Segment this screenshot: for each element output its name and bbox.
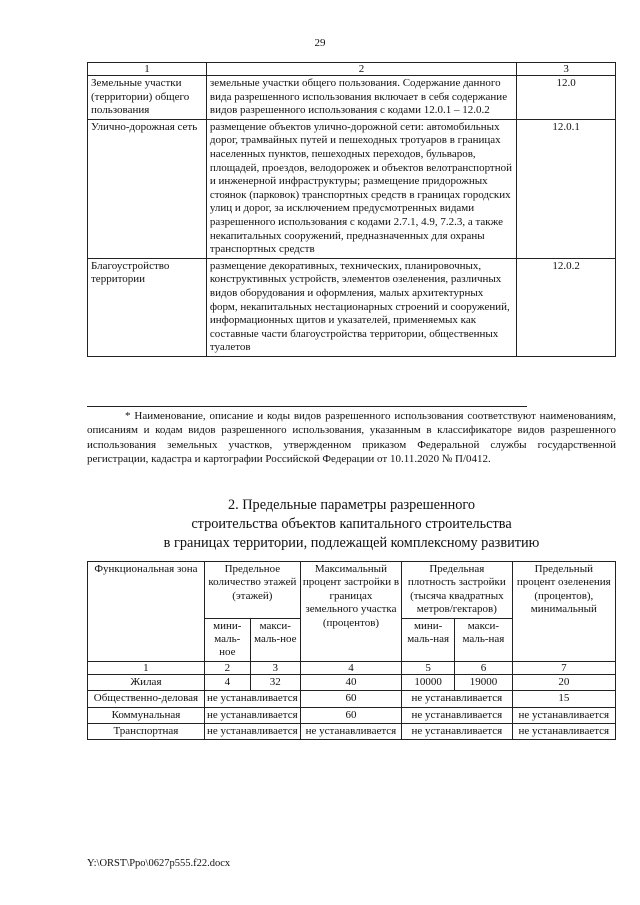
coverage: 60	[300, 707, 401, 723]
table-header-row	[88, 63, 616, 76]
zone-name: Транспортная	[88, 724, 205, 740]
header-coverage: Максимальный процент застройки в границах земельного участка (процентов)	[300, 562, 401, 662]
use-description: земельные участки общего пользования. Содержание данного вида разрешенного использования включает в себя содержание видов разрешенного использования с кодами 12.0.1 – 12.0.2	[206, 76, 516, 120]
greening: не устанавливается	[512, 724, 615, 740]
col-number: 1	[88, 63, 207, 76]
col-number: 3	[517, 63, 616, 76]
col-number: 3	[250, 661, 300, 674]
col-number: 4	[300, 661, 401, 674]
parameters-table	[87, 561, 616, 740]
col-number: 2	[204, 661, 250, 674]
section-title-line: строительства объектов капитального строительства	[191, 516, 512, 532]
density-min: 10000	[402, 674, 455, 690]
greening: не устанавливается	[512, 707, 615, 723]
use-name: Земельные участки (территории) общего пользования	[88, 76, 207, 120]
use-code: 12.0.2	[517, 258, 616, 356]
header-density-max: макси-маль-ная	[455, 618, 512, 661]
file-path: Y:\ORST\Ppo\0627p555.f22.docx	[87, 858, 231, 869]
greening: 20	[512, 674, 615, 690]
floors: не устанавливается	[204, 707, 300, 723]
zone-name: Общественно-деловая	[88, 691, 205, 707]
zone-name: Коммунальная	[88, 707, 205, 723]
footnote-separator	[87, 406, 527, 407]
use-name: Улично-дорожная сеть	[88, 119, 207, 258]
table-row	[88, 707, 616, 723]
use-code: 12.0	[517, 76, 616, 120]
land-use-table	[87, 62, 616, 357]
use-name: Благоустройство территории	[88, 258, 207, 356]
density-max: 19000	[455, 674, 512, 690]
col-number: 5	[402, 661, 455, 674]
header-density-min: мини-маль-ная	[402, 618, 455, 661]
greening: 15	[512, 691, 615, 707]
floors: не устанавливается	[204, 724, 300, 740]
table-row	[88, 674, 616, 690]
footnote	[87, 409, 616, 467]
coverage: 40	[300, 674, 401, 690]
density: не устанавливается	[402, 707, 513, 723]
density: не устанавливается	[402, 724, 513, 740]
use-description: размещение объектов улично-дорожной сети: автомобильных дорог, трамвайных путей и пешеходных тротуаров в границах населенных пунктов, пешеходных переходов, бульваров, площадей, проездов, велодорожек и объектов велотранспортной и инженерной инфраструктуры; размещение придорожных стоянок (парковок) транспортных средств в границах городских улиц и дорог, за исключением предусмотренных видами разрешенного использования с кодами 2.7.1, 4.9, 7.2.3, а также некапитальных сооружений, предназначенных для охраны транспортных средств	[206, 119, 516, 258]
coverage: 60	[300, 691, 401, 707]
coverage: не устанавливается	[300, 724, 401, 740]
col-number: 2	[206, 63, 516, 76]
use-description: размещение декоративных, технических, планировочных, конструктивных устройств, элементов озеленения, различных видов оборудования и оформления, малых архитектурных форм, некапитальных нестационарных строений и сооружений, информационных щитов и указателей, применяемых как составные части благоустройства территории, общественных туалетов	[206, 258, 516, 356]
floors: не устанавливается	[204, 691, 300, 707]
header-greening: Предельный процент озеленения (процентов), минимальный	[512, 562, 615, 662]
floors-max: 32	[250, 674, 300, 690]
table-row	[88, 76, 616, 120]
header-density: Предельная плотность застройки (тысяча квадратных метров/гектаров)	[402, 562, 513, 619]
density: не устанавливается	[402, 691, 513, 707]
table-header-row	[88, 562, 616, 619]
zone-name: Жилая	[88, 674, 205, 690]
table-row	[88, 724, 616, 740]
col-number: 1	[88, 661, 205, 674]
col-number: 7	[512, 661, 615, 674]
header-floors: Предельное количество этажей (этажей)	[204, 562, 300, 619]
column-number-row	[88, 661, 616, 674]
footnote-text: * Наименование, описание и коды видов разрешенного использования соответствуют наименованиям, описаниям и кодам видов разрешенного использования, указанным в классификаторе видов разрешенного использования земельных участков, утвержденном приказом Федеральной службы государственной регистрации, кадастра и картографии Российской Федерации от 10.11.2020 № П/0412.	[87, 410, 616, 466]
header-floors-max: макси-маль-ное	[250, 618, 300, 661]
page-number: 29	[314, 37, 326, 49]
table-row	[88, 691, 616, 707]
use-code: 12.0.1	[517, 119, 616, 258]
table-row	[88, 258, 616, 356]
table-row	[88, 119, 616, 258]
col-number: 6	[455, 661, 512, 674]
section-title-line: 2. Предельные параметры разрешенного	[227, 497, 476, 513]
floors-min: 4	[204, 674, 250, 690]
header-zone: Функциональная зона	[88, 562, 205, 662]
header-floors-min: мини-маль-ное	[204, 618, 250, 661]
section-title	[87, 496, 616, 553]
section-title-line: в границах территории, подлежащей комплексному развитию	[163, 535, 540, 551]
